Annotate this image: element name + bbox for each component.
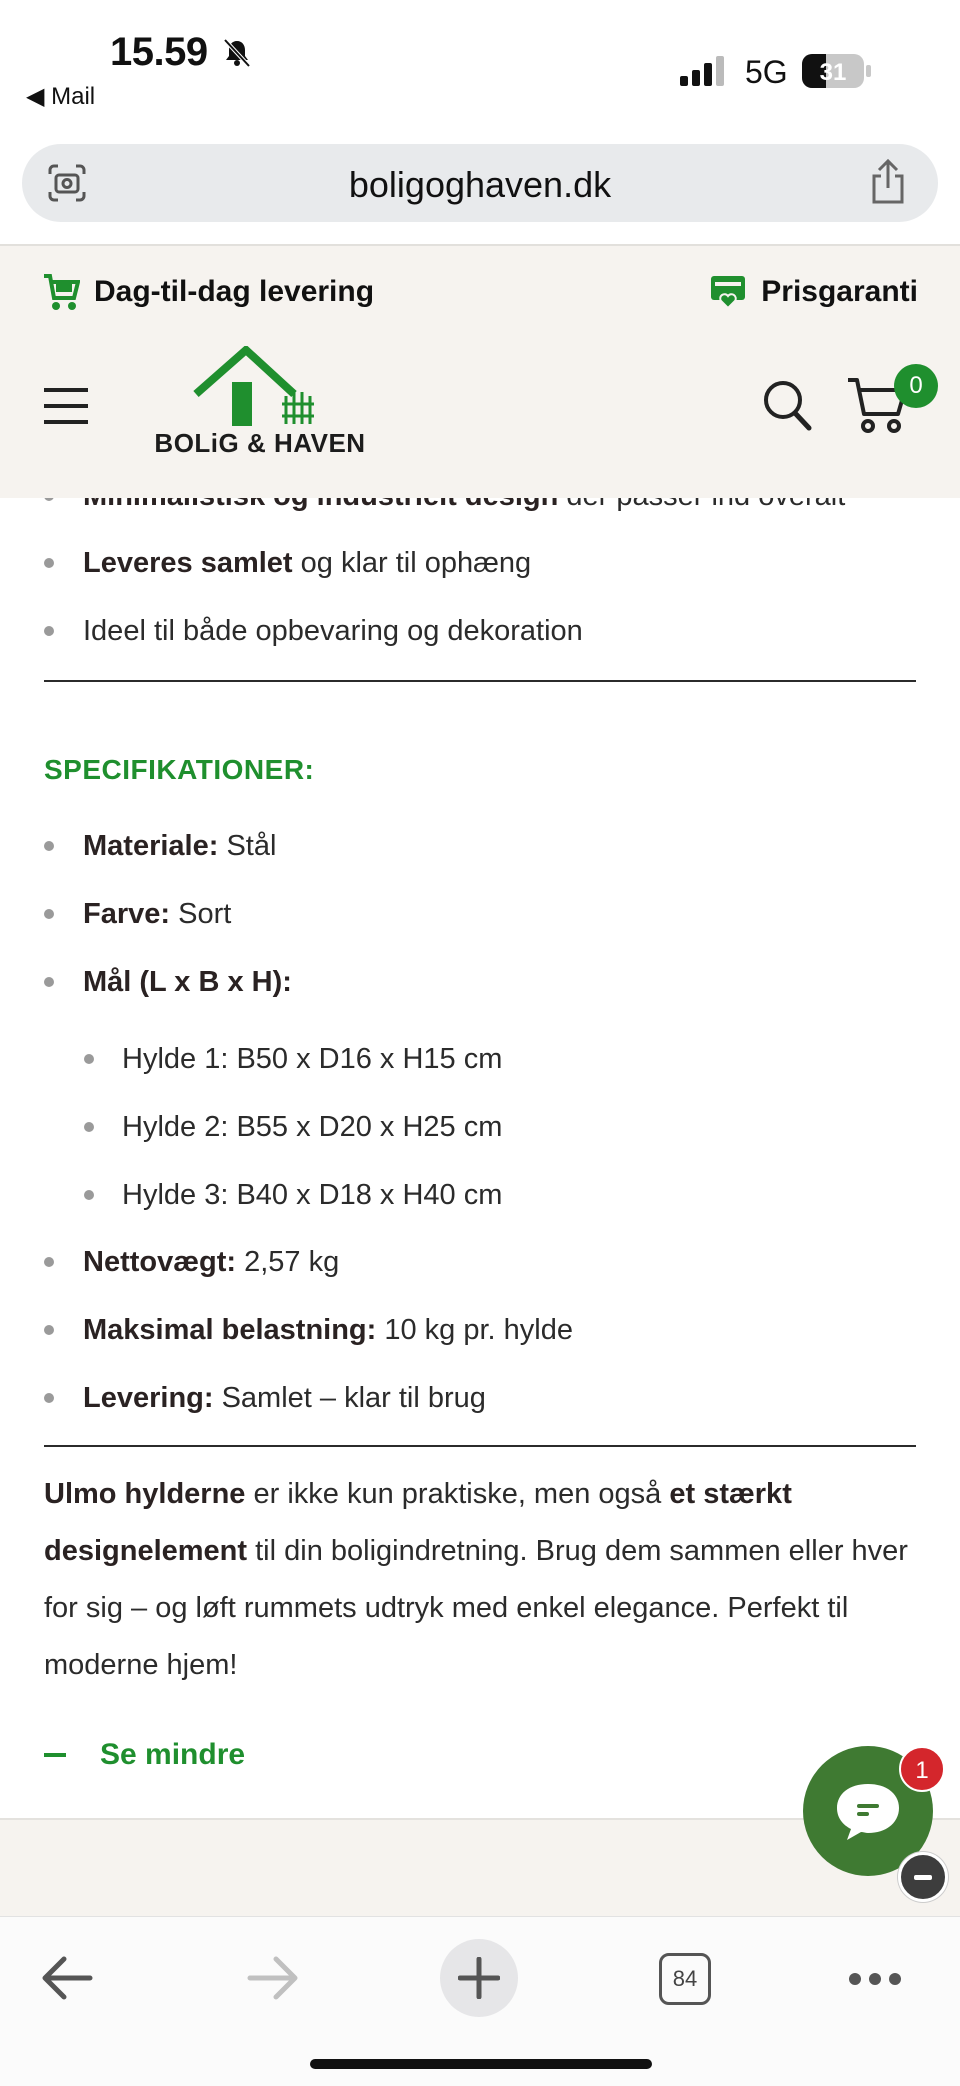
status-time: 15.59 [110, 30, 208, 74]
browser-toolbar [0, 1916, 960, 2086]
product-description: Ulmo hylderne er ikke kun praktiske, men også et stærkt designelement til din boligindretning. Brug dem sammen eller hver for sig – og løft rummets udtryk med enkel elegance. Perfekt til moderne hjem! [44, 1478, 908, 1681]
spec-list [0, 1310, 960, 1350]
see-less-label: Se mindre [100, 1738, 246, 1771]
back-arrow-icon[interactable] [40, 1955, 94, 2001]
house-logo-icon [148, 346, 372, 426]
address-bar[interactable] [22, 144, 938, 222]
search-icon[interactable] [762, 378, 812, 432]
spec-max-load: Maksimal belastning: 10 kg pr. hylde [0, 1310, 960, 1350]
status-bar [0, 0, 960, 140]
battery-icon [802, 54, 872, 88]
url-text[interactable]: boligoghaven.dk [348, 164, 612, 205]
feature-list [0, 543, 960, 583]
site-logo[interactable] [148, 346, 372, 462]
more-options-icon[interactable] [848, 1969, 902, 1989]
chat-notification-badge: 1 [899, 1746, 945, 1792]
promo-delivery-text: Dag-til-dag levering [94, 275, 375, 308]
feature-list [0, 611, 960, 651]
price-guarantee-icon [709, 274, 747, 310]
minimize-chat-button[interactable] [898, 1852, 948, 1902]
plus-icon [458, 1957, 500, 1999]
shelf-item: Hylde 2: B55 x D20 x H25 cm [0, 1107, 960, 1147]
specifications-heading: SPECIFIKATIONER: [44, 754, 315, 785]
spec-list [0, 894, 960, 934]
network-type: 5G [745, 54, 788, 90]
shelf-list [0, 1107, 960, 1147]
spec-color: Farve: Sort [0, 894, 960, 934]
forward-arrow-icon[interactable] [246, 1955, 300, 2001]
shelf-item: Hylde 3: B40 x D18 x H40 cm [0, 1175, 960, 1215]
chat-bubble-icon [833, 1780, 903, 1844]
cart-count-badge[interactable]: 0 [894, 364, 938, 408]
spec-delivery: Levering: Samlet – klar til brug [0, 1378, 960, 1418]
shelf-list [0, 1175, 960, 1215]
minus-icon [44, 1753, 66, 1757]
battery-level: 31 [819, 59, 847, 86]
see-less-toggle[interactable] [44, 1738, 245, 1772]
promo-price-guarantee[interactable] [709, 270, 918, 314]
spec-list [0, 962, 960, 1002]
list-item: Ideel til både opbevaring og dekoration [0, 611, 960, 651]
tabs-button[interactable]: 84 [659, 1953, 711, 2005]
back-to-mail-link[interactable]: ◀ Mail [26, 83, 96, 110]
spec-list [0, 1378, 960, 1418]
spec-weight: Nettovægt: 2,57 kg [0, 1242, 960, 1282]
hamburger-menu-icon[interactable] [44, 388, 88, 424]
spec-dimensions: Mål (L x B x H): [0, 962, 960, 1002]
spec-list [0, 1242, 960, 1282]
shelf-item: Hylde 1: B50 x D16 x H15 cm [0, 1039, 960, 1079]
promo-next-day-delivery[interactable] [42, 270, 374, 314]
new-tab-button[interactable] [440, 1939, 518, 2017]
logo-text: BOLiG & HAVEN [154, 428, 366, 458]
spec-list [0, 826, 960, 866]
share-icon[interactable] [868, 158, 908, 206]
shelf-list [0, 1039, 960, 1079]
spec-material: Materiale: Stål [0, 826, 960, 866]
cellular-signal-icon [680, 56, 730, 86]
section-divider [44, 680, 916, 682]
section-divider [44, 1445, 916, 1447]
list-item: Leveres samlet og klar til ophæng [0, 543, 960, 583]
bell-slash-icon [222, 38, 252, 68]
home-indicator [310, 2059, 652, 2069]
site-header [0, 246, 960, 498]
cart-delivery-icon [42, 272, 80, 312]
promo-guarantee-text: Prisgaranti [761, 275, 918, 308]
